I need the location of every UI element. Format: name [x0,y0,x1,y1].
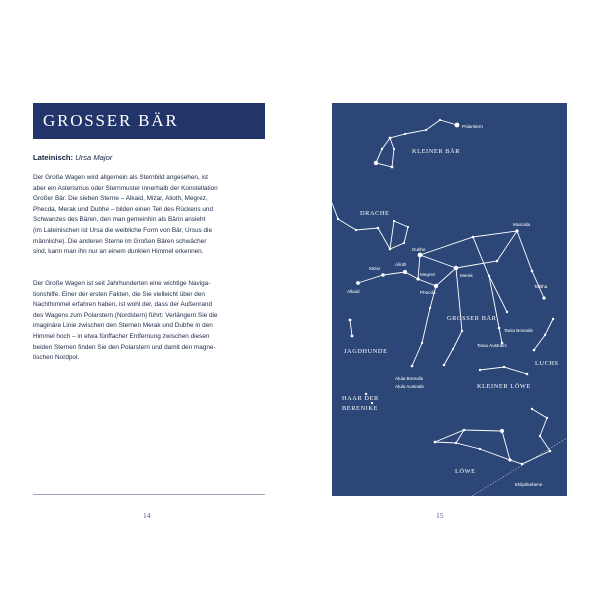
text-line: des Wagens zum Polarstern (Nordstern) führt: Verlängern Sie die [33,311,218,319]
star-talitha [542,296,545,299]
star-mizar [381,273,385,277]
star-label-merak: Merak [460,273,473,278]
star [403,242,405,244]
star [404,133,406,135]
star-label-megrez: Megrez [420,272,436,277]
latin-label: Lateinisch: [33,153,74,162]
star [421,342,423,344]
star-label-phecda: Phecda [420,290,436,295]
star-label-talitha: Talitha [534,284,548,289]
star [488,275,490,277]
star-alula-australis [443,364,446,367]
star [355,229,357,231]
star [544,334,546,336]
star-label-alula-australis: Alula Australis [395,384,424,389]
star-label-alkaid: Alkaid [347,289,360,294]
star-map [332,103,567,496]
star-label-polarstern: Polarstern [462,124,483,129]
star-alula-borealis [411,365,414,368]
star [349,319,352,322]
star [533,349,536,352]
jagdhunde-line [350,320,352,336]
star [526,373,529,376]
constellation-label-kleiner-loewe: KLEINER LÖWE [477,383,531,390]
text-line: sind, kann man ihn nur an einem dunklen Himmel erkennen. [33,248,204,256]
star-label-muscida: Muscida [513,222,531,227]
star-alkaid [356,281,360,285]
star [508,458,511,461]
star [374,161,378,165]
star [439,119,441,121]
kleiner-baer-lines [376,120,457,167]
star-polarstern [455,123,460,128]
star-map-graphic [332,103,567,496]
text-line: (im Lateinischen ist Ursa die weibliche Form von Bär, Ursus die [33,226,213,234]
text-line: beiden Sternen finden Sie den Polarstern und damit den magne- [33,343,216,351]
star-alioth [403,270,407,274]
star [337,218,339,220]
star-label-dubhe: Dubhe [412,247,426,252]
text-line: Nachthimmel erfahren haben, ist wohl der, dass der Außenrand [33,301,213,309]
constellation-label-grosser-baer: GROSSER BÄR [447,315,497,322]
paragraph-2 [33,279,265,364]
star [546,417,548,419]
star [539,435,541,437]
star-dubhe [418,253,423,258]
star-merak [454,266,458,270]
star-label-alioth: Alioth [395,262,407,267]
star [434,441,437,444]
star [371,402,373,404]
star [479,448,481,450]
star [351,335,354,338]
latin-name-line [33,153,112,162]
star [393,220,395,222]
constellation-label-haar-der: HAAR DER [342,395,379,402]
luchs-lines [534,319,553,350]
star [389,248,392,251]
stars [337,119,554,465]
text-line: Phecda, Merak und Dubhe – bilden einen Teil des Rückens und [33,205,214,213]
constellation-label-drache: DRACHE [360,210,390,217]
star [393,148,395,150]
text-line: tischen Nordpol. [33,354,80,362]
text-line: Himmel hoch – in etwa fünffacher Entfernung zwischen diesen [33,332,210,340]
star [452,348,454,350]
constellation-label-jagdhunde: JAGDHUNDE [344,348,388,355]
text-line: tionshilfe. Einer der ersten Fakten, die Sie vielleicht über den [33,290,205,298]
page-title: GROSSER BÄR [33,103,265,139]
star [531,408,533,410]
star-phecda [434,284,438,288]
page-number: 15 [436,511,444,520]
star [549,450,552,453]
latin-name: Ursa Major [75,153,113,162]
ecliptic-line [472,438,567,496]
constellation-label-luchs: LUCHS [535,360,559,367]
paragraph-1 [33,173,265,258]
star-label-mizar: Mizar [369,266,381,271]
text-line: Der Große Wagen wird allgemein als Sternbild angesehen, ist [33,174,208,181]
star [391,166,394,169]
text-line: aber ein Asterismus oder Sternmuster innerhalb der Konstellation [33,184,218,192]
footer-rule [33,494,265,495]
right-page [300,0,600,600]
star-label-tania-borealis: Tania Borealis [504,328,533,333]
text-line: Großer Bär. Die sieben Sterne – Alkaid, Mizar, Alioth, Megrez, [33,195,208,203]
star [552,318,554,320]
ecliptic-label: Ekliptikebene [515,482,543,487]
star [381,148,383,150]
text-line: imaginäre Linie zwischen den Sternen Merak und Dubhe in den [33,322,213,330]
star-tania-borealis [498,327,501,330]
star [496,260,499,263]
star-label-alula-borealis: Alula Borealis [395,376,424,381]
constellation-label-loewe: LÖWE [455,468,476,475]
star-label-tania-australis: Tania Australis [477,343,507,348]
text-line: Schwanzes des Bären, den man gemeinhin als Bärin ansieht [33,216,206,224]
grosser-baer-lines [358,231,544,366]
star [455,442,457,444]
star [407,226,409,228]
star [461,330,463,332]
star [531,270,534,273]
star [503,366,505,368]
constellation-label-kleiner-baer: KLEINER BÄR [412,148,461,155]
constellation-label-berenike: BERENIKE [342,405,378,412]
star-megrez [416,277,419,280]
star [389,137,392,140]
star [521,463,524,466]
star [425,129,427,131]
loewe-lines [435,409,550,464]
star [500,429,504,433]
star [429,307,431,309]
text-line: Der Große Wagen ist seit Jahrhunderten eine wichtige Naviga- [33,280,211,287]
star [506,311,508,313]
star [479,369,481,371]
star [472,236,475,239]
star [377,227,380,230]
page-number: 14 [143,511,151,520]
text-line: männliche). Die anderen Sterne im Großen Bären schwächer [33,237,207,245]
star-muscida [515,229,518,232]
star [463,429,466,432]
